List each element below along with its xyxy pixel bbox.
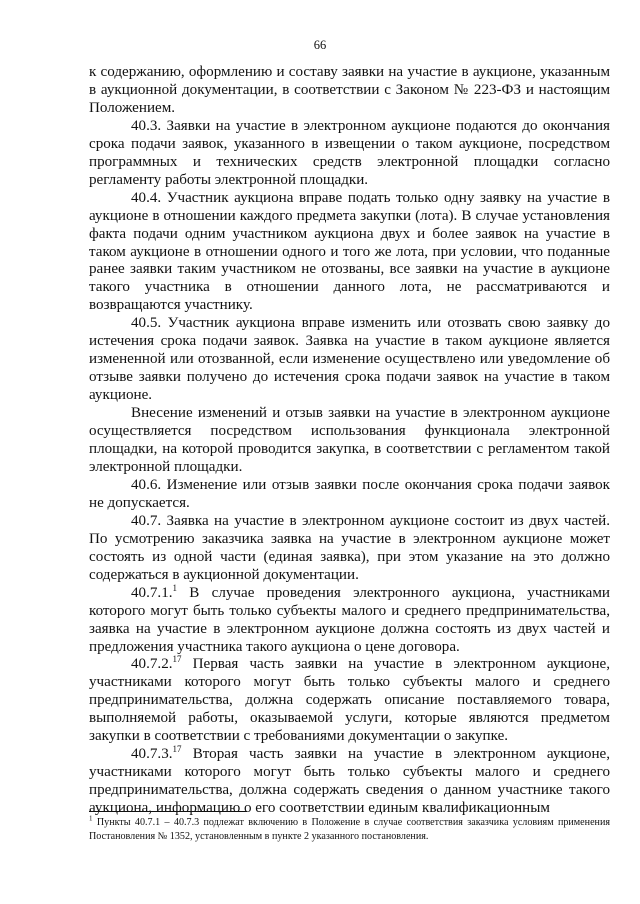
paragraph-40-7: 40.7. Заявка на участие в электронном аукционе состоит из двух частей. По усмотрению заказчика заявка на участие в электронном аукционе может состоять из одной части (единая заявка), при этом указание на это должно содержаться в аукционной документации. (89, 512, 610, 583)
clause-text: Вторая часть заявки на участие в электронном аукционе, участниками которого могут быть только субъекты малого и среднего предпринимательства, должна содержать сведения о данном участнике такого аукциона, информацию о его соответствии единым квалификационным (89, 746, 610, 817)
paragraph-40-7-2 (89, 656, 610, 746)
paragraph-40-7-1 (89, 582, 610, 657)
paragraph-40-4: 40.4. Участник аукциона вправе подать только одну заявку на участие в аукционе в отношении каждого предмета закупки (лота). В случае установления факта подачи одним участником аукциона двух и более заявок на участие в таком аукционе в отношении одного и того же лота, при условии, что поданные ранее заявки таким участником не отозваны, все заявки на участие в аукционе такого участника в отношении данного лота, не рассматриваются и возвращаются участнику. (89, 189, 610, 314)
document-body (89, 64, 610, 818)
footnote (89, 816, 610, 844)
clause-number: 40.7.3. (131, 746, 173, 763)
footnote-body: Пункты 40.7.1 – 40.7.3 подлежат включению в Положение в случае соответствия заказчика условиям применения Постановления № 1352, установленным в пункте 2 указанного постановления. (89, 817, 610, 842)
paragraph-continuation: к содержанию, оформлению и составу заявки на участие в аукционе, указанным в аукционной документации, в соответствии с Законом № 223-ФЗ и настоящим Положением. (89, 64, 610, 116)
clause-text: Первая часть заявки на участие в электронном аукционе, участниками которого могут быть только субъекты малого и среднего предпринимательства, должна содержать описание поставляемого товара, выполняемой работы, оказываемой услуги, которые являются предметом закупки в соответствии с требованиями документации о закупке. (89, 656, 610, 745)
paragraph-40-5-amendment: Внесение изменений и отзыв заявки на участие в электронном аукционе осуществляется посредством использования функционала электронной площадки, на которой проводится закупка, в соответствии с регламентом такой электронной площадки. (89, 405, 610, 475)
paragraph-40-7-3 (89, 746, 610, 818)
paragraph-40-3: 40.3. Заявки на участие в электронном аукционе подаются до окончания срока подачи заявок, указанного в извещении о таком аукционе, посредством программных и технических средств электронной площадки согласно регламенту работы электронной площадки. (89, 117, 610, 188)
footnote-text (89, 816, 610, 844)
clause-text: В случае проведения электронного аукциона, участниками которого могут быть только субъекты малого и среднего предпринимательства, заявка на участие в электронном аукционе должна состоять из двух частей и предложения участника такого аукциона о цене договора. (89, 584, 610, 655)
clause-number: 40.7.2. (131, 656, 173, 673)
footnote-reference: 17 (172, 744, 182, 755)
footnote-reference: 1 (172, 582, 178, 593)
paragraph-40-6: 40.6. Изменение или отзыв заявки после окончания срока подачи заявок не допускается. (89, 476, 610, 511)
footnote-mark: 1 (89, 814, 93, 823)
page-number: 66 (313, 38, 327, 52)
paragraph-40-5: 40.5. Участник аукциона вправе изменить или отозвать свою заявку до истечения срока подачи заявок. Заявка на участие в таком аукционе является измененной или отозванной, если изменение осуществлено или уведомление об отзыве заявки получено до истечения срока подачи заявок на участие в таком аукционе. (89, 315, 610, 404)
footnote-separator (89, 811, 247, 812)
footnote-reference: 17 (172, 654, 182, 665)
clause-number: 40.7.1. (131, 584, 173, 601)
